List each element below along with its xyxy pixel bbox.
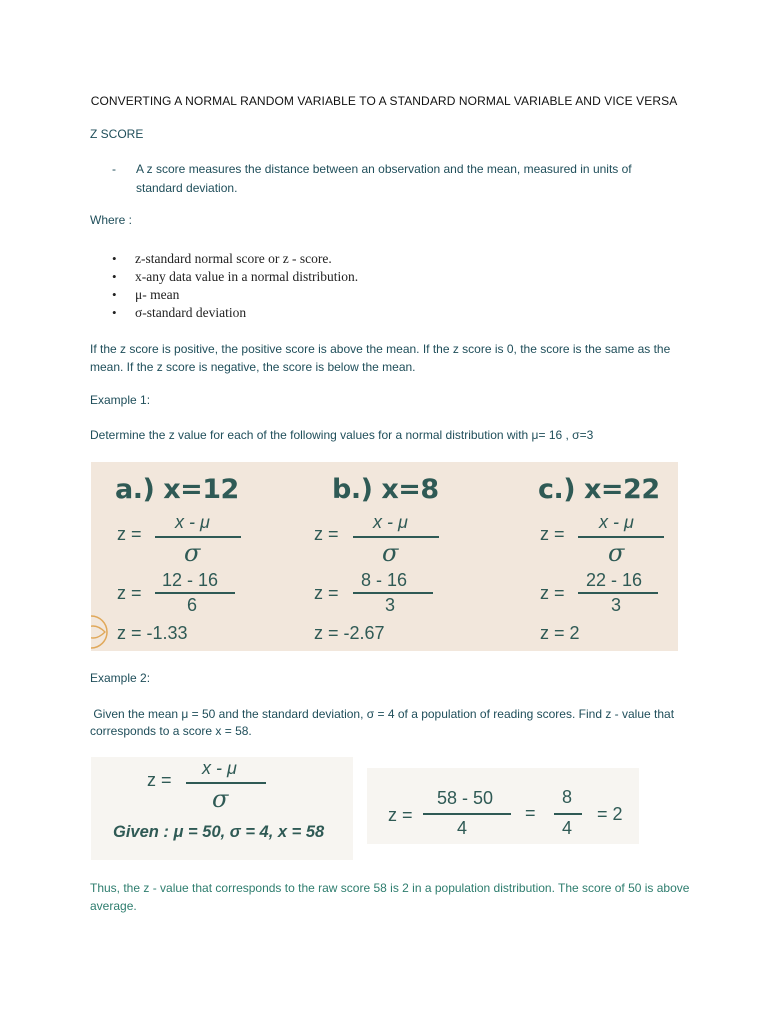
column-b-result: z = -2.67 [314,623,385,643]
column-a-z-label: z = [117,524,142,544]
example-1-heading: Example 1: [90,393,151,407]
example-1-prompt: Determine the z value for each of the following values for a normal distribution with μ= 16 , σ=3 [90,428,594,442]
example-2-prompt [90,706,690,740]
page-title: CONVERTING A NORMAL RANDOM VARIABLE TO A STANDARD NORMAL VARIABLE AND VICE VERSA [90,94,678,108]
fraction-bar [578,592,658,594]
column-a-z-label-2: z = [117,583,142,603]
column-a-label: a.) x=12 [115,474,239,505]
fraction-bar [578,536,664,538]
column-c-sub-denominator: 3 [611,595,622,615]
column-c-numerator: x - μ [599,512,634,532]
column-b-z-label: z = [314,524,339,544]
dash-marker: - [112,162,116,176]
fraction-bar [186,782,266,784]
column-a-denominator: σ [184,539,201,567]
column-b-numerator: x - μ [373,512,408,532]
list-item: • σ-standard deviation [112,304,358,322]
example-1-panel [91,462,678,651]
column-c-sub-numerator: 22 - 16 [586,570,643,590]
definition-item [112,160,672,198]
column-a-result: z = -1.33 [117,623,188,643]
formula-box [91,757,353,860]
list-item: • x-any data value in a normal distribution. [112,268,358,286]
conclusion-paragraph: Thus, the z - value that corresponds to the raw score 58 is 2 in a population distribution. The score of 50 is above average. [90,881,690,913]
equals-sign: = [525,803,536,823]
solution-result: = 2 [597,804,623,824]
column-a-numerator: x - μ [175,512,210,532]
definitions-list [112,250,358,322]
column-b-denominator: σ [382,539,399,567]
column-b-sub-numerator: 8 - 16 [361,570,408,590]
fraction-bar [423,813,511,815]
column-c-z-label: z = [540,524,565,544]
fraction-bar [353,592,433,594]
fraction-bar [155,536,241,538]
column-b-label: b.) x=8 [332,474,439,505]
solution-box [367,768,639,844]
column-b-sub-denominator: 3 [385,595,396,615]
solution-z-label: z = [388,805,413,825]
where-label: Where : [90,213,133,227]
column-c-denominator: σ [608,539,625,567]
formula-z-label: z = [147,770,172,790]
list-item: • μ- mean [112,286,358,304]
list-item: • z-standard normal score or z - score. [112,250,358,268]
formula-numerator: x - μ [202,758,237,778]
solution-numerator: 58 - 50 [437,788,494,808]
example-2-heading: Example 2: [90,671,151,685]
column-c-z-label-2: z = [540,583,565,603]
column-b-z-label-2: z = [314,583,339,603]
fraction-bar [155,592,235,594]
fraction-bar [554,813,582,815]
solution-numerator-2: 8 [562,787,573,807]
solution-denominator-2: 4 [562,818,573,838]
definition-text: A z score measures the distance between an observation and the mean, measured in units of standard deviation. [136,162,632,195]
example-2-prompt-text: Given the mean μ = 50 and the standard deviation, σ = 4 of a population of reading scores. Find z - value that corresponds to a score x = 58. [90,707,675,738]
column-a-sub-numerator: 12 - 16 [162,570,219,590]
interpretation-paragraph: If the z score is positive, the positive score is above the mean. If the z score is 0, the score is the same as the mean. If the z score is negative, the score is below the mean. [90,342,671,374]
formula-denominator: σ [212,785,229,813]
column-c-label: c.) x=22 [538,474,660,505]
column-c-result: z = 2 [540,623,580,643]
column-a-sub-denominator: 6 [187,595,198,615]
given-values: Given : μ = 50, σ = 4, x = 58 [113,823,325,841]
section-heading: Z SCORE [90,127,144,141]
fraction-bar [353,536,439,538]
solution-denominator: 4 [457,818,468,838]
